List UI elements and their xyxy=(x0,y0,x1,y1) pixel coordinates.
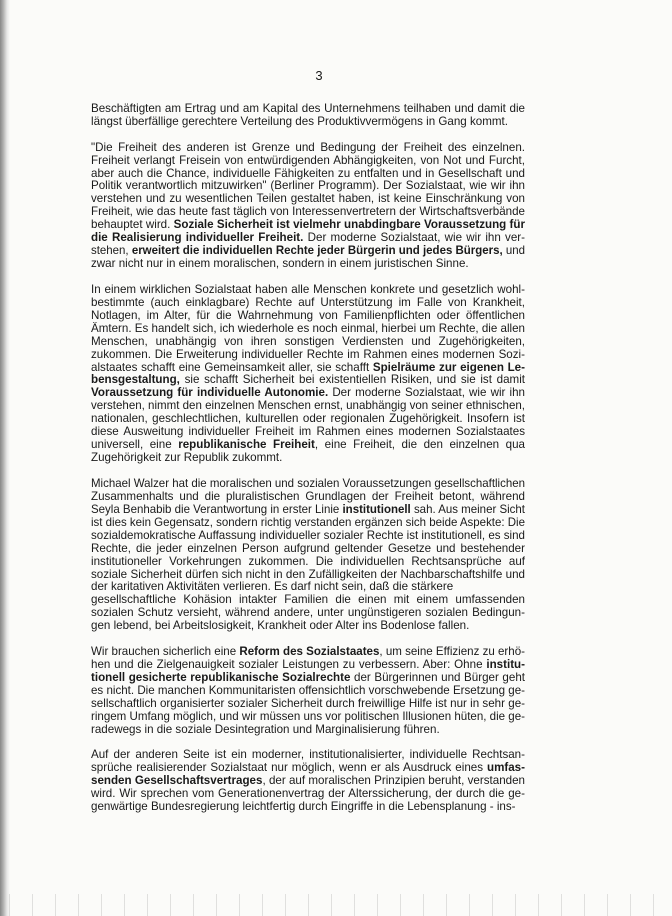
text-line xyxy=(91,711,523,724)
bold-text-run: senden Gesellschaftsvertrages xyxy=(91,774,263,788)
text-line xyxy=(91,116,525,129)
text-run: Michael Walzer hat die moralischen und sozialen Voraussetzungen gesellschaftlichen xyxy=(91,476,525,490)
text-run: radewegs in die soziale Desintegration und Marginalisierung führen. xyxy=(91,722,440,736)
text-run: Der moderne Sozialstaat, wie wir ihn ver- xyxy=(303,231,525,245)
text-run: nationalen, geschlechtlichen, kulturellen oder regionalen Zugehörigkeit. Insofern ist xyxy=(91,412,525,426)
text-run: soziale Sicherheit dürfen sich nicht in den Zufälligkeiten der Nachbarschaftshilfe und xyxy=(91,567,525,581)
text-line xyxy=(91,646,524,659)
text-run: sie schafft Sicherheit bei existentiellen Risiken, und sie ist damit xyxy=(179,373,525,387)
text-run: alstaates schafft eine Gemeinsamkeit aller, sie schafft xyxy=(91,360,373,374)
text-run: Seyla Benhabib die Verantwortung in erster Linie xyxy=(91,502,343,516)
text-run: verstehen, nimmt den einzelnen Menschen ernst, unabhängig von seiner ethnischen, xyxy=(91,399,525,413)
text-run: Der moderne Sozialstaat, wie wir ihn xyxy=(328,386,525,400)
text-run: Auf der anderen Seite ist ein moderner, institutionalisierter, individuelle Rechtsan- xyxy=(91,748,525,762)
text-run: Beschäftigten am Ertrag und am Kapital des Unternehmens teilhaben und damit die xyxy=(91,102,525,115)
text-run: zwar nicht nur in einem moralischen, sondern in einem juristischen Sinne. xyxy=(91,257,469,271)
bold-text-run: institutionell xyxy=(342,502,411,516)
text-run: sah. Aus meiner Sicht xyxy=(410,502,525,516)
text-run: Freiheit, wie das heute fast täglich von Interessenvertretern der Wirtschaftsverbände xyxy=(91,205,525,219)
text-run: Rechte, die jeder einzelnen Person aufgrund geltender Gesetze und bestehender xyxy=(91,541,525,555)
paragraph xyxy=(91,646,525,737)
text-line xyxy=(91,452,525,465)
text-run: Ämtern. Es handelt sich, ich wiederhole es noch einmal, hierbei um Rechte, die allen xyxy=(91,321,525,335)
page-number: 3 xyxy=(315,68,323,83)
bold-text-run: Voraussetzung für individuelle Autonomie. xyxy=(91,386,329,400)
text-run: bestimmte (auch einklagbare) Rechte auf Unterstützung im Falle von Krankheit, xyxy=(91,295,525,309)
text-run: und xyxy=(502,244,525,258)
paragraph xyxy=(91,478,525,633)
bold-text-run: erweitert die individuellen Rechte jeder Bürgerin und jedes Bürgers, xyxy=(131,244,503,258)
scan-left-edge xyxy=(0,0,10,916)
bold-text-run: bensgestaltung, xyxy=(91,373,180,387)
text-run: wird. Wir sprechen vom Generationenvertrag der Alterssicherung, der durch die ge- xyxy=(91,787,525,801)
text-run: genwärtige Bundesregierung leichtfertig durch Eingriffe in die Lebensplanung - ins- xyxy=(91,800,516,814)
paragraph xyxy=(91,142,525,272)
text-line xyxy=(91,685,524,698)
bold-text-run: institu- xyxy=(486,657,525,671)
text-run: Wir brauchen sicherlich eine xyxy=(91,644,240,658)
text-run: , um seine Effizienz zu erhö- xyxy=(379,644,525,658)
text-run: stehen, xyxy=(91,244,132,258)
text-run: längst überfällige gerechtere Verteilung des Produktivvermögens in Gang kommt. xyxy=(91,114,508,128)
text-run: der karitativen Aktivitäten verlieren. Es darf nicht sein, daß die stärkere xyxy=(91,580,454,594)
text-run: zukommen. Die Erweiterung individueller Rechte im Rahmen eines modernen Sozi- xyxy=(91,347,525,361)
text-run: diese Ausweitung individueller Freiheit im Rahmen eines modernen Sozialstaates xyxy=(91,425,525,439)
text-run: institutioneller Vorkehrungen zukommen. Die individuellen Rechtsansprüche auf xyxy=(91,554,525,568)
bold-text-run: Soziale Sicherheit ist vielmehr unabdingbare Voraussetzung für xyxy=(173,218,525,232)
text-run: ist dies kein Gegensatz, sondern richtig verstanden ergänzen sich beide Aspekte: Die xyxy=(91,515,525,529)
text-run: sellschaftlich organisierter sozialer Sicherheit durch freiwillige Hilfe ist nur in sehr ge- xyxy=(91,696,525,710)
text-run: Zusammenhalts und die pluralistischen Grundlagen der Freiheit betont, während xyxy=(91,489,525,503)
text-run: sprüche realisierender Sozialstaat nur möglich, wenn er als Ausdruck eines xyxy=(91,761,487,775)
text-run: Menschen, unabhängig von ihren sonstigen Verdiensten und Zugehörigkeiten, xyxy=(91,334,525,348)
text-run: behauptet wird. xyxy=(91,218,174,232)
bold-text-run: republikanische Freiheit xyxy=(178,438,315,452)
body-text xyxy=(91,103,525,827)
text-run: universell, eine xyxy=(91,438,179,452)
bold-text-run: umfas- xyxy=(486,761,525,775)
text-line xyxy=(91,323,525,336)
paragraph xyxy=(91,284,525,465)
text-run: sozialen Schutz versieht, während andere, unter ungünstigeren sozialen Bedingun- xyxy=(91,606,525,620)
text-run: hen und die Zielgenauigkeit sozialer Leistungen zu verbessern. Aber: Ohne xyxy=(91,657,487,671)
text-run: Freiheit verlangt Freisein von entwürdigenden Abhängigkeiten, von Not und Furcht, xyxy=(91,153,525,167)
text-run: der Bürgerinnen und Bürger geht xyxy=(350,670,525,684)
text-run: gen lebend, bei Arbeitslosigkeit, Krankheit oder Alter ins Bodenlose fallen. xyxy=(91,619,470,633)
text-line xyxy=(91,400,523,413)
text-line xyxy=(91,258,525,271)
text-run: Zugehörigkeit zur Republik zukommt. xyxy=(91,451,283,465)
text-line xyxy=(91,620,525,633)
text-line xyxy=(91,244,525,258)
text-run: gesellschaftliche Kohäsion intakter Familien die einen mit einem umfassenden xyxy=(91,593,525,607)
scan-bottom-edge xyxy=(0,894,672,916)
text-run: aber auch die Chance, individuelle Fähigkeiten zu entfalten und in Gesellschaft und xyxy=(91,166,525,180)
text-line xyxy=(91,530,524,543)
bold-text-run: die Realisierung individueller Freiheit. xyxy=(91,231,304,245)
text-line xyxy=(91,724,525,737)
paragraph xyxy=(91,103,525,129)
text-line xyxy=(91,801,525,814)
bold-text-run: tionell gesicherte republikanische Sozialrechte xyxy=(91,670,351,684)
bold-text-run: Reform des Sozialstaates xyxy=(239,644,380,658)
text-run: ringem Umfang möglich, und wir müssen uns vor politischen Illusionen hüten, die ge- xyxy=(91,709,525,723)
paragraph xyxy=(91,749,525,814)
text-run: In einem wirklichen Sozialstaat haben alle Menschen konkrete und gesetzlich wohl- xyxy=(91,282,525,296)
text-line xyxy=(91,476,525,491)
text-run: es nicht. Die manchen Kommunitaristen offensichtlich vorschwebende Ersetzung ge- xyxy=(91,683,525,697)
text-run: , eine Freiheit, die den einzelnen qua xyxy=(314,438,525,452)
text-run: sozialdemokratische Auffassung individueller sozialer Rechte ist institutionell, es sind xyxy=(91,528,525,542)
text-run: , der auf moralischen Prinzipien beruht, verstanden xyxy=(262,774,526,788)
text-run: "Die Freiheit des anderen ist Grenze und Bedingung der Freiheit des einzelnen. xyxy=(91,140,525,154)
bold-text-run: Spielräume zur eigenen Le- xyxy=(372,360,525,374)
text-run: Notlagen, im Alter, für die Wahrnehmung von Familienpflichten oder öffentlichen xyxy=(91,308,525,322)
text-run: Politik verantwortlich mitzuwirken" (Berliner Programm). Der Sozialstaat, wie wir ihn xyxy=(91,179,525,193)
text-run: verstehen und zu wesentlichen Teilen gestaltet haben, ist keine Einschränkung von xyxy=(91,192,525,206)
